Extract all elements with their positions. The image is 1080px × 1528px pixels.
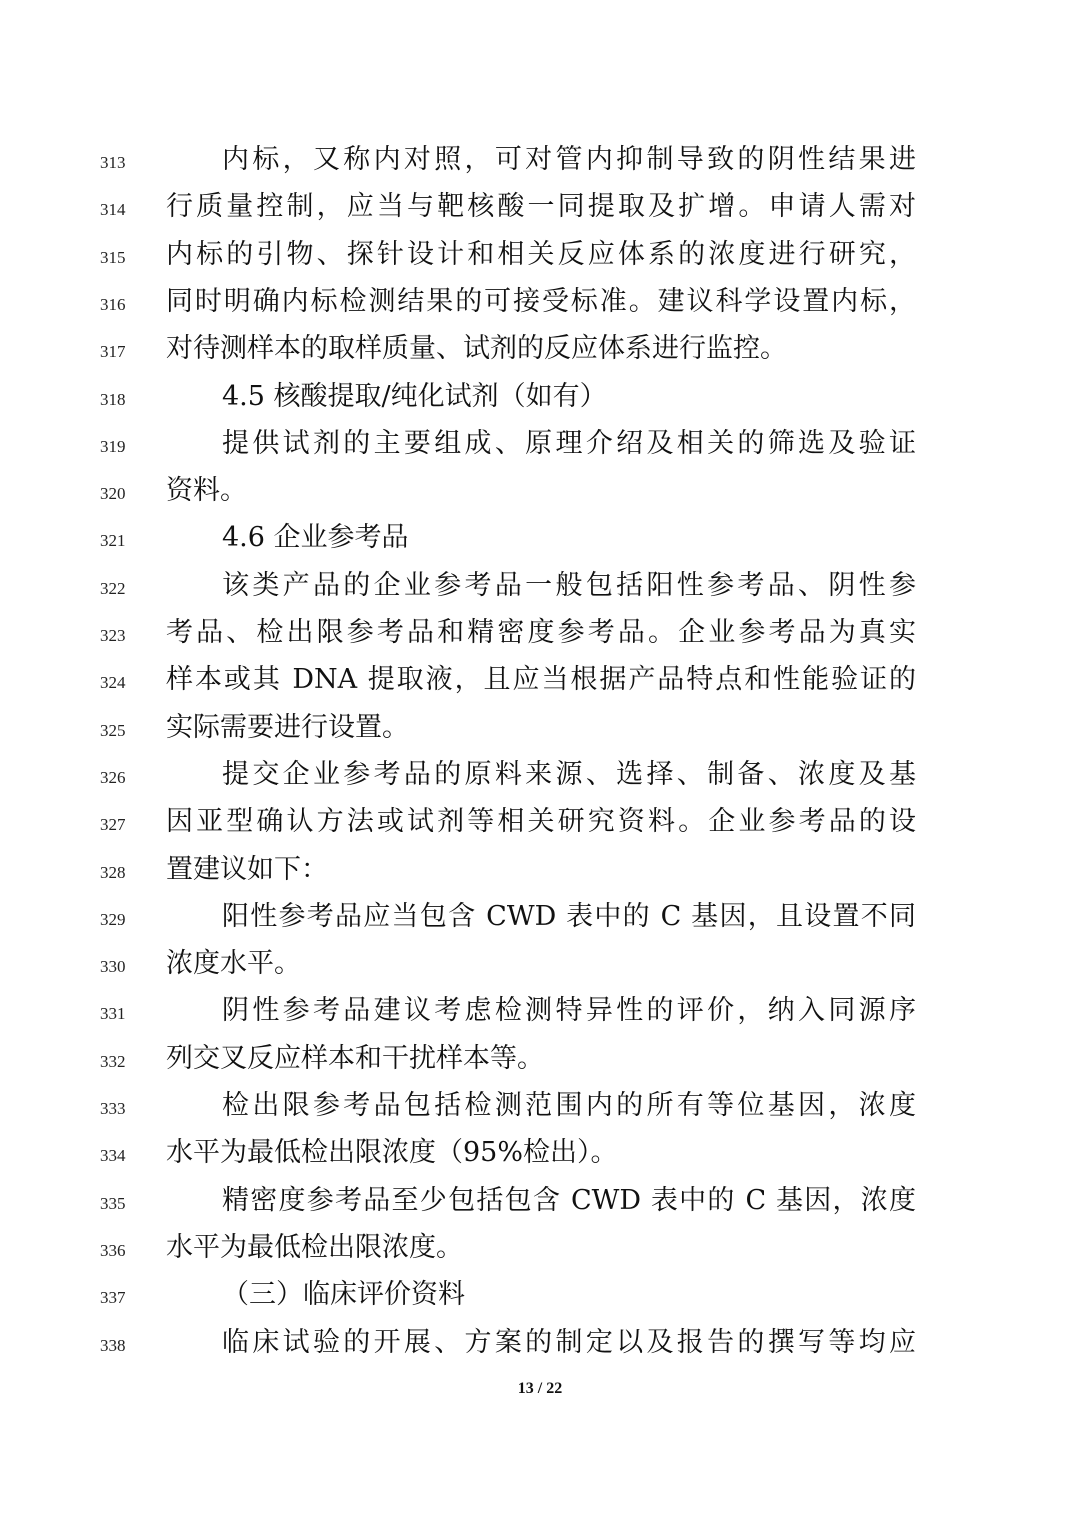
line-text: 检出限参考品包括检测范围内的所有等位基因，浓度 xyxy=(222,1090,916,1121)
document-line xyxy=(0,280,1080,328)
line-text: 考品、检出限参考品和精密度参考品。企业参考品为真实 xyxy=(166,617,916,648)
document-line xyxy=(0,989,1080,1037)
line-text: 浓度水平。 xyxy=(166,948,301,980)
document-line xyxy=(0,658,1080,706)
document-line xyxy=(0,1037,1080,1085)
line-number: 318 xyxy=(100,389,126,409)
line-number: 332 xyxy=(100,1051,126,1071)
line-text: 因亚型确认方法或试剂等相关研究资料。企业参考品的设 xyxy=(166,806,916,838)
line-number: 329 xyxy=(100,909,126,929)
document-line xyxy=(0,1321,1080,1369)
document-line xyxy=(0,1084,1080,1132)
document-line xyxy=(0,138,1080,186)
line-number: 327 xyxy=(100,815,126,835)
line-text: 内标，又称内对照，可对管内抑制导致的阴性结果进 xyxy=(222,144,916,175)
line-text: 实际需要进行设置。 xyxy=(166,711,409,743)
line-number: 321 xyxy=(100,531,126,551)
line-number: 313 xyxy=(100,153,126,172)
line-number: 336 xyxy=(100,1240,126,1260)
line-number: 333 xyxy=(100,1099,126,1118)
line-text: 4.5 核酸提取/纯化试剂（如有） xyxy=(222,380,607,412)
line-text: 4.6 企业参考品 xyxy=(222,522,409,554)
document-line xyxy=(0,1273,1080,1321)
line-text: 同时明确内标检测结果的可接受标准。建议科学设置内标， xyxy=(166,285,916,317)
document-line xyxy=(0,848,1080,896)
line-text: 资料。 xyxy=(166,475,247,507)
document-line xyxy=(0,469,1080,517)
document-line xyxy=(0,611,1080,659)
line-text: （三）临床评价资料 xyxy=(222,1279,465,1311)
line-text: 样本或其 DNA 提取液，且应当根据产品特点和性能验证的 xyxy=(166,664,916,696)
line-text: 行质量控制，应当与靶核酸一同提取及扩增。申请人需对 xyxy=(166,191,916,223)
document-line xyxy=(0,516,1080,564)
document-line xyxy=(0,753,1080,801)
document-line xyxy=(0,1131,1080,1179)
document-line xyxy=(0,895,1080,943)
line-text: 提供试剂的主要组成、原理介绍及相关的筛选及验证 xyxy=(222,427,916,459)
line-text: 对待测样本的取样质量、试剂的反应体系进行监控。 xyxy=(166,333,787,365)
line-number: 337 xyxy=(100,1288,126,1308)
line-text: 精密度参考品至少包括包含 CWD 表中的 C 基因，浓度 xyxy=(222,1184,916,1216)
line-number: 326 xyxy=(100,767,126,787)
line-number: 334 xyxy=(100,1146,126,1166)
line-number: 325 xyxy=(100,720,126,740)
line-text: 提交企业参考品的原料来源、选择、制备、浓度及基 xyxy=(222,758,916,790)
document-line xyxy=(0,800,1080,848)
document-line xyxy=(0,1226,1080,1274)
document-line xyxy=(0,942,1080,990)
line-number: 317 xyxy=(100,342,126,362)
line-number: 328 xyxy=(100,862,126,882)
line-number: 331 xyxy=(100,1004,126,1024)
document-line xyxy=(0,564,1080,612)
document-line xyxy=(0,375,1080,423)
document-line xyxy=(0,706,1080,754)
line-number: 320 xyxy=(100,484,126,504)
line-number: 338 xyxy=(100,1335,126,1355)
line-number: 335 xyxy=(100,1193,126,1213)
line-number: 330 xyxy=(100,957,126,977)
line-number: 315 xyxy=(100,247,126,267)
document-line xyxy=(0,422,1080,470)
document-line xyxy=(0,1179,1080,1227)
line-text: 阳性参考品应当包含 CWD 表中的 C 基因，且设置不同 xyxy=(222,900,916,932)
line-number: 316 xyxy=(100,294,126,314)
line-text: 置建议如下： xyxy=(166,853,328,885)
document-line xyxy=(0,233,1080,281)
line-text: 水平为最低检出限浓度（95%检出）。 xyxy=(166,1137,618,1169)
line-text: 该类产品的企业参考品一般包括阳性参考品、阴性参 xyxy=(222,569,916,601)
page-number: 13 / 22 xyxy=(517,1380,563,1397)
line-number: 323 xyxy=(100,626,126,645)
line-number: 322 xyxy=(100,578,126,598)
line-text: 阴性参考品建议考虑检测特异性的评价，纳入同源序 xyxy=(222,995,916,1027)
line-text: 临床试验的开展、方案的制定以及报告的撰写等均应 xyxy=(222,1326,916,1358)
document-line xyxy=(0,327,1080,375)
line-number: 319 xyxy=(100,436,126,456)
line-text: 水平为最低检出限浓度。 xyxy=(166,1231,463,1263)
document-line xyxy=(0,185,1080,233)
line-text: 内标的引物、探针设计和相关反应体系的浓度进行研究， xyxy=(166,238,916,270)
line-text: 列交叉反应样本和干扰样本等。 xyxy=(166,1042,544,1074)
line-number: 324 xyxy=(100,673,126,693)
line-number: 314 xyxy=(100,200,126,220)
